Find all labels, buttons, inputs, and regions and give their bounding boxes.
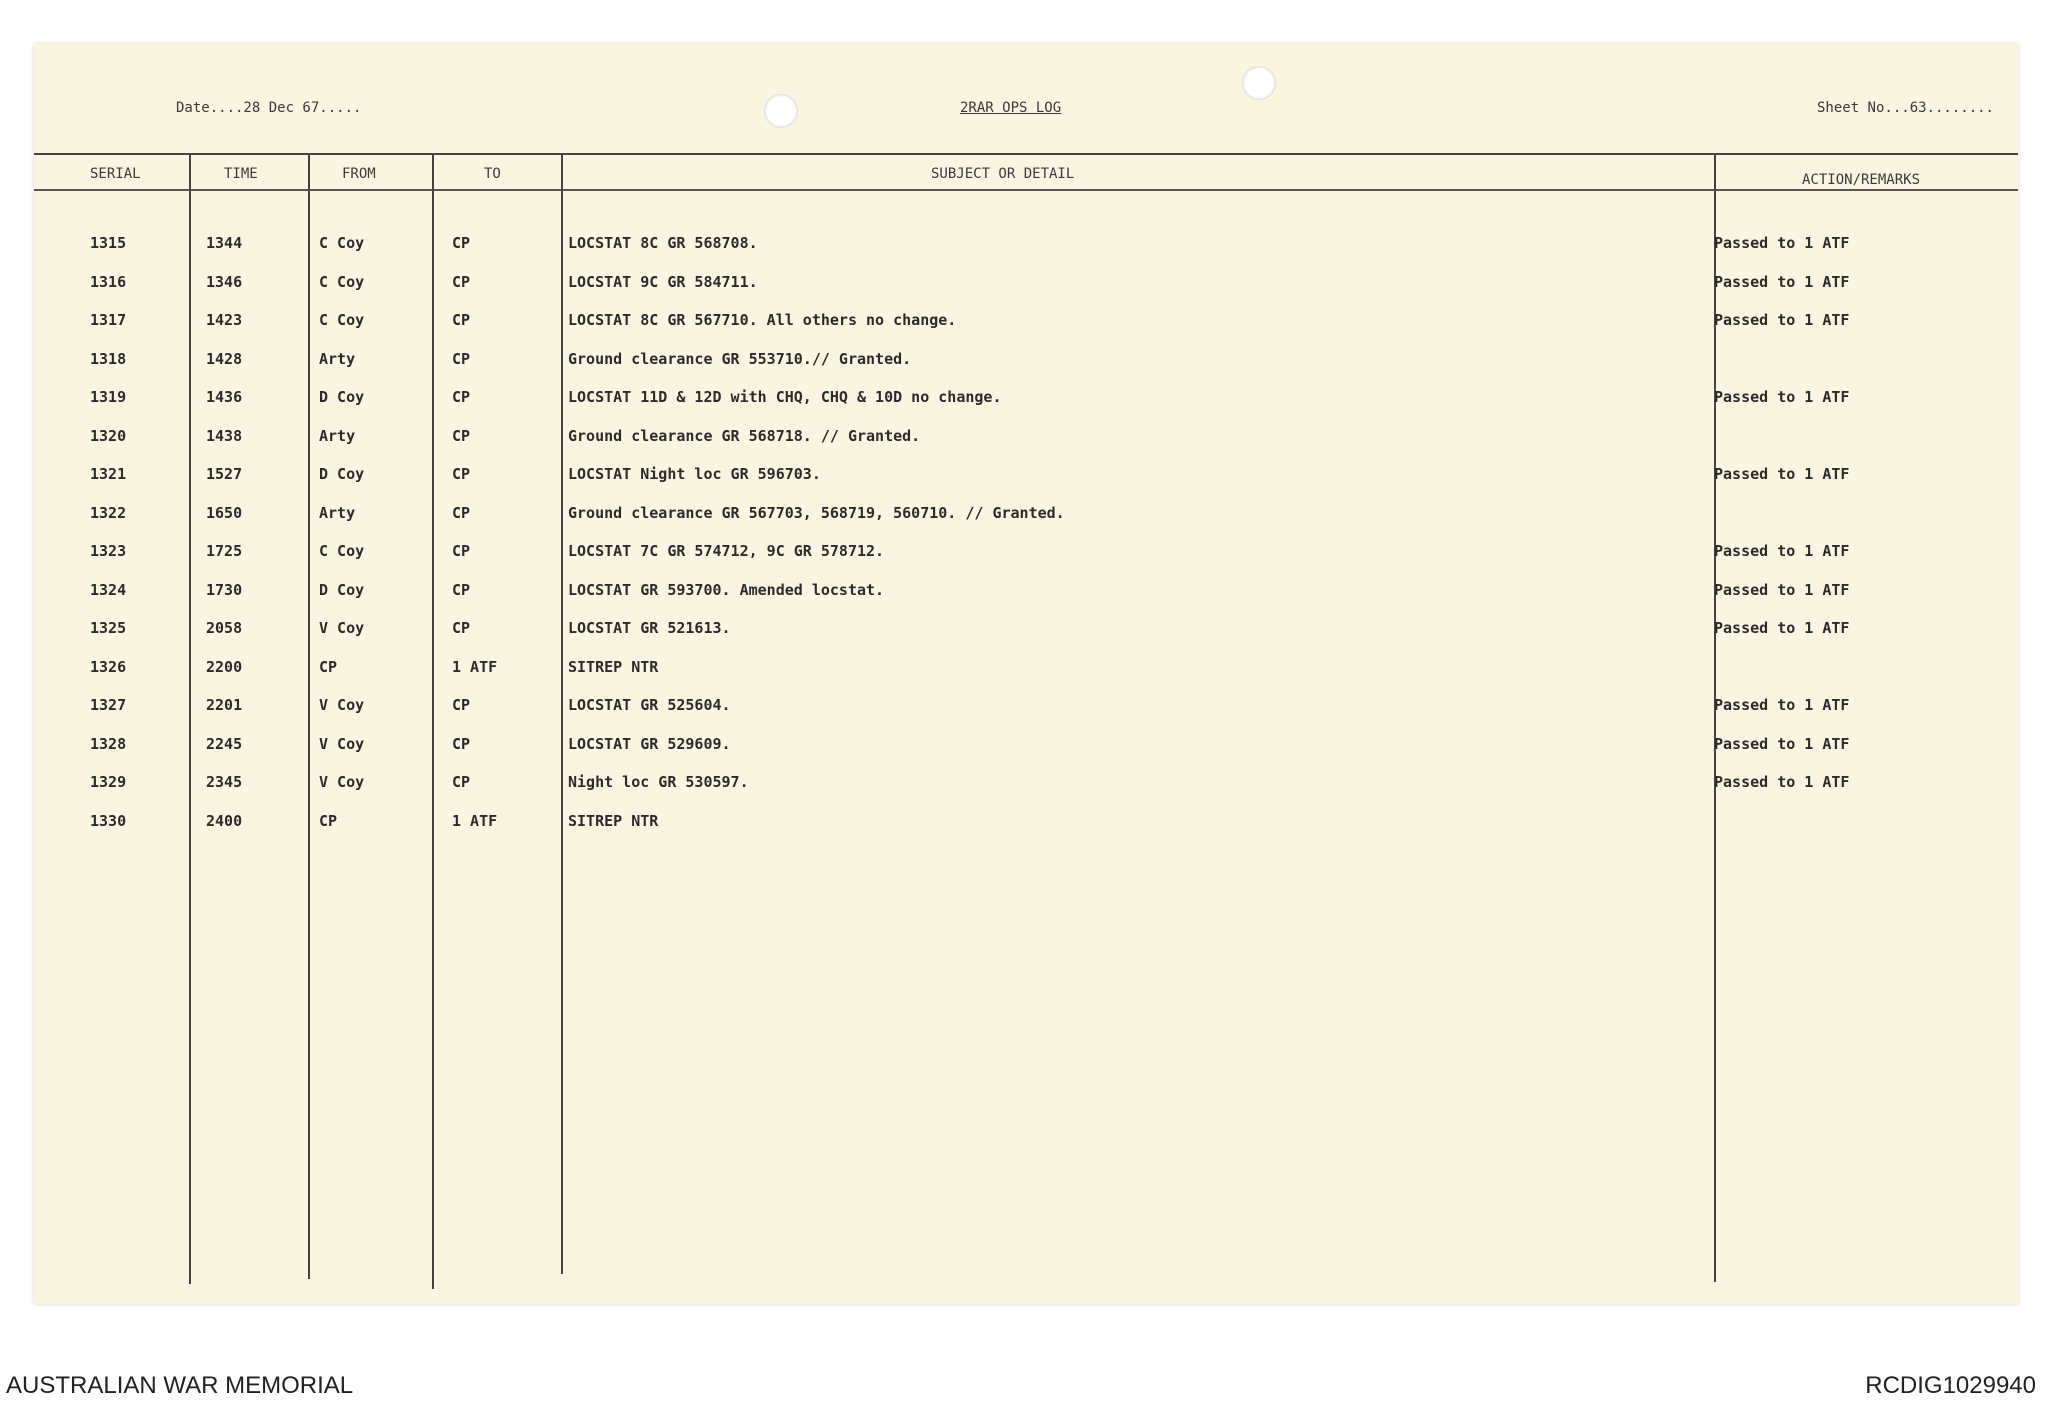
col-header-time: TIME: [224, 166, 258, 182]
from-cell: Arty: [319, 426, 356, 445]
serial-cell: 1319: [90, 388, 127, 406]
time-cell: 2245: [206, 734, 243, 753]
log-row: [34, 802, 2018, 840]
col-header-from: FROM: [342, 166, 376, 182]
time-cell: 1346: [206, 272, 243, 291]
from-cell: CP: [319, 811, 338, 830]
serial-cell: 1325: [90, 619, 127, 637]
log-row: [34, 494, 2018, 532]
col-header-serial: SERIAL: [90, 166, 141, 182]
from-cell: V Coy: [319, 773, 365, 791]
log-sheet: [34, 44, 2018, 1304]
to-cell: CP: [452, 503, 471, 522]
subject-cell: LOCSTAT GR 525604.: [568, 696, 731, 714]
punch-hole-right: [1242, 66, 1276, 100]
from-cell: V Coy: [319, 696, 365, 714]
time-cell: 1344: [206, 234, 243, 252]
to-cell: CP: [452, 426, 471, 445]
from-cell: V Coy: [319, 734, 365, 753]
time-cell: 1428: [206, 349, 243, 368]
time-cell: 1725: [206, 542, 243, 560]
time-cell: 1730: [206, 580, 243, 599]
footer-record-id: RCDIG1029940: [1865, 1372, 2036, 1399]
subject-cell: LOCSTAT 11D & 12D with CHQ, CHQ & 10D no change.: [568, 388, 1002, 406]
action-cell: Passed to 1 ATF: [1714, 465, 1850, 483]
log-row: [34, 301, 2018, 339]
action-cell: Passed to 1 ATF: [1714, 580, 1850, 599]
footer-institution: AUSTRALIAN WAR MEMORIAL: [6, 1372, 354, 1399]
subject-cell: SITREP NTR: [568, 811, 659, 830]
log-date: Date....28 Dec 67.....: [176, 100, 362, 116]
subject-cell: LOCSTAT GR 521613.: [568, 619, 731, 637]
log-row: [34, 378, 2018, 416]
log-row: [34, 263, 2018, 301]
serial-cell: 1330: [90, 811, 127, 830]
serial-cell: 1327: [90, 696, 127, 714]
subject-cell: Night loc GR 530597.: [568, 773, 749, 791]
action-cell: Passed to 1 ATF: [1714, 311, 1850, 329]
from-cell: C Coy: [319, 272, 365, 291]
serial-cell: 1329: [90, 773, 127, 791]
serial-cell: 1317: [90, 311, 127, 329]
to-cell: CP: [452, 388, 471, 406]
serial-cell: 1324: [90, 580, 127, 599]
subject-cell: Ground clearance GR 553710.// Granted.: [568, 349, 912, 368]
serial-cell: 1315: [90, 234, 127, 252]
to-cell: CP: [452, 272, 471, 291]
subject-cell: LOCSTAT 9C GR 584711.: [568, 272, 758, 291]
time-cell: 1650: [206, 503, 243, 522]
action-cell: Passed to 1 ATF: [1714, 619, 1850, 637]
serial-cell: 1322: [90, 503, 127, 522]
to-cell: 1 ATF: [452, 811, 498, 830]
action-cell: Passed to 1 ATF: [1714, 542, 1850, 560]
time-cell: 1423: [206, 311, 243, 329]
subject-cell: LOCSTAT Night loc GR 596703.: [568, 465, 821, 483]
to-cell: CP: [452, 465, 471, 483]
serial-cell: 1318: [90, 349, 127, 368]
header-bottom-rule: [34, 189, 2018, 191]
log-row: [34, 224, 2018, 262]
subject-cell: SITREP NTR: [568, 657, 659, 676]
serial-cell: 1323: [90, 542, 127, 560]
to-cell: CP: [452, 773, 471, 791]
to-cell: CP: [452, 580, 471, 599]
serial-cell: 1320: [90, 426, 127, 445]
serial-cell: 1316: [90, 272, 127, 291]
action-cell: Passed to 1 ATF: [1714, 696, 1850, 714]
subject-cell: LOCSTAT 8C GR 567710. All others no change.: [568, 311, 957, 329]
subject-cell: LOCSTAT GR 593700. Amended locstat.: [568, 580, 885, 599]
subject-cell: Ground clearance GR 567703, 568719, 560710. // Granted.: [568, 503, 1065, 522]
log-row: [34, 609, 2018, 647]
subject-cell: LOCSTAT 7C GR 574712, 9C GR 578712.: [568, 542, 885, 560]
from-cell: Arty: [319, 503, 356, 522]
from-cell: CP: [319, 657, 338, 676]
from-cell: C Coy: [319, 311, 365, 329]
from-cell: C Coy: [319, 542, 365, 560]
to-cell: CP: [452, 734, 471, 753]
from-cell: C Coy: [319, 234, 365, 252]
to-cell: CP: [452, 234, 471, 252]
time-cell: 2400: [206, 811, 243, 830]
log-row: [34, 340, 2018, 378]
time-cell: 2058: [206, 619, 243, 637]
action-cell: Passed to 1 ATF: [1714, 388, 1850, 406]
from-cell: D Coy: [319, 388, 365, 406]
from-cell: Arty: [319, 349, 356, 368]
sheet-number: Sheet No...63........: [1816, 100, 1994, 116]
serial-cell: 1326: [90, 657, 127, 676]
subject-cell: LOCSTAT 8C GR 568708.: [568, 234, 758, 252]
log-row: [34, 763, 2018, 801]
time-cell: 2345: [206, 773, 243, 791]
action-cell: Passed to 1 ATF: [1714, 734, 1850, 753]
log-row: [34, 648, 2018, 686]
to-cell: CP: [452, 542, 471, 560]
col-header-subject: SUBJECT OR DETAIL: [931, 166, 1075, 182]
time-cell: 1527: [206, 465, 243, 483]
to-cell: CP: [452, 349, 471, 368]
to-cell: CP: [452, 619, 471, 637]
serial-cell: 1321: [90, 465, 127, 483]
from-cell: V Coy: [319, 619, 365, 637]
col-header-to: TO: [484, 166, 501, 182]
time-cell: 1436: [206, 388, 243, 406]
col-header-action: ACTION/REMARKS: [1802, 172, 1921, 188]
time-cell: 1438: [206, 426, 243, 445]
header-top-rule: [34, 153, 2018, 155]
subject-cell: Ground clearance GR 568718. // Granted.: [568, 426, 921, 445]
to-cell: CP: [452, 311, 471, 329]
log-title: 2RAR OPS LOG: [960, 100, 1062, 116]
to-cell: 1 ATF: [452, 657, 498, 676]
log-row: [34, 686, 2018, 724]
log-row: [34, 532, 2018, 570]
from-cell: D Coy: [319, 580, 365, 599]
to-cell: CP: [452, 696, 471, 714]
action-cell: Passed to 1 ATF: [1714, 272, 1850, 291]
log-row: [34, 571, 2018, 609]
log-row: [34, 417, 2018, 455]
subject-cell: LOCSTAT GR 529609.: [568, 734, 731, 753]
time-cell: 2201: [206, 696, 243, 714]
serial-cell: 1328: [90, 734, 127, 753]
from-cell: D Coy: [319, 465, 365, 483]
log-row: [34, 455, 2018, 493]
action-cell: Passed to 1 ATF: [1714, 234, 1850, 252]
log-row: [34, 725, 2018, 763]
action-cell: Passed to 1 ATF: [1714, 773, 1850, 791]
time-cell: 2200: [206, 657, 243, 676]
punch-hole-left: [764, 94, 798, 128]
